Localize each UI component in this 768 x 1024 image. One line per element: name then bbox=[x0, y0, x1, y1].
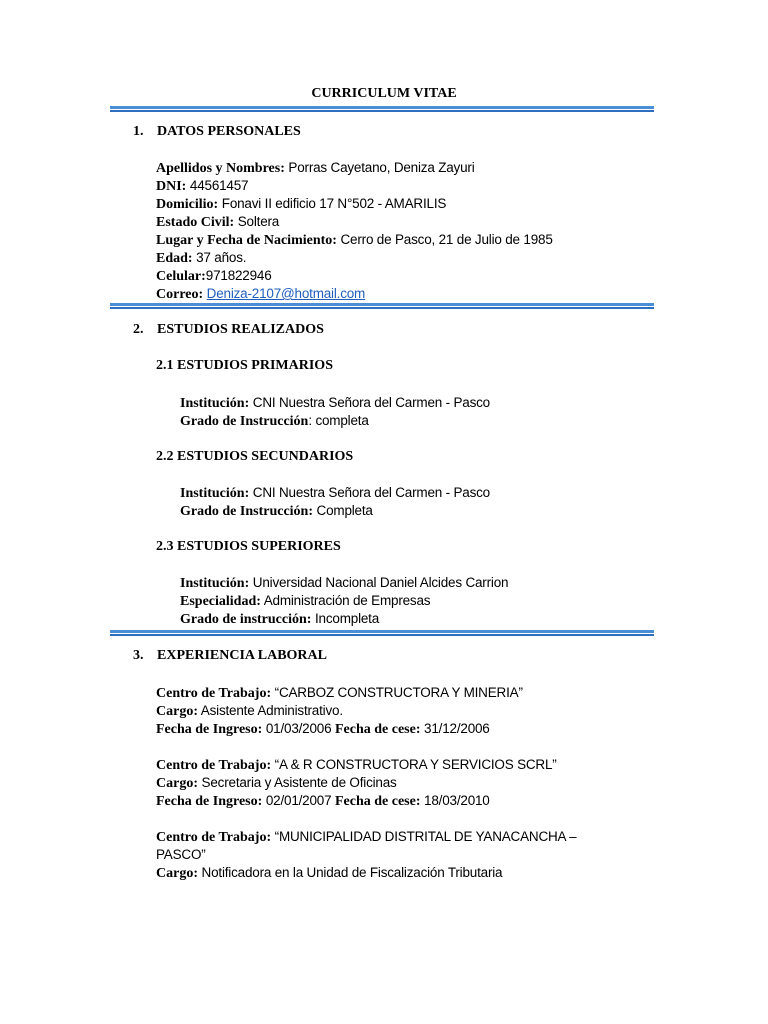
email-link[interactable]: Deniza-2107@hotmail.com bbox=[206, 286, 366, 301]
divider-rule bbox=[110, 630, 654, 637]
field-correo: Correo: Deniza-2107@hotmail.com bbox=[156, 286, 366, 302]
field-estado-civil: Estado Civil: Soltera bbox=[156, 214, 280, 230]
section-heading-experiencia-laboral: 3. EXPERIENCIA LABORAL bbox=[133, 648, 327, 663]
primarios-institucion: Institución: CNI Nuestra Señora del Carmen - Pasco bbox=[180, 395, 490, 411]
job-2-cargo: Cargo: Secretaria y Asistente de Oficinas bbox=[156, 775, 397, 791]
job-1-centro: Centro de Trabajo: “CARBOZ CONSTRUCTORA Y MINERIA” bbox=[156, 685, 523, 701]
field-apellidos: Apellidos y Nombres: Porras Cayetano, Deniza Zayuri bbox=[156, 160, 475, 176]
section-heading-estudios-realizados: 2. ESTUDIOS REALIZADOS bbox=[133, 322, 324, 337]
job-3-centro-cont: PASCO” bbox=[156, 847, 206, 862]
primarios-grado: Grado de Instrucción: completa bbox=[180, 413, 369, 429]
document-title: CURRICULUM VITAE bbox=[311, 86, 457, 101]
secundarios-institucion: Institución: CNI Nuestra Señora del Carmen - Pasco bbox=[180, 485, 490, 501]
secundarios-grado: Grado de Instrucción: Completa bbox=[180, 503, 373, 519]
field-domicilio: Domicilio: Fonavi II edificio 17 N°502 - AMARILIS bbox=[156, 196, 447, 212]
superiores-institucion: Institución: Universidad Nacional Daniel Alcides Carrion bbox=[180, 575, 509, 591]
superiores-especialidad: Especialidad: Administración de Empresas bbox=[180, 593, 431, 609]
field-celular: Celular:971822946 bbox=[156, 268, 272, 284]
divider-rule bbox=[110, 106, 654, 113]
field-lugar-fecha-nacimiento: Lugar y Fecha de Nacimiento: Cerro de Pasco, 21 de Julio de 1985 bbox=[156, 232, 553, 248]
job-3-centro: Centro de Trabajo: “MUNICIPALIDAD DISTRITAL DE YANACANCHA – bbox=[156, 829, 577, 845]
subheading-estudios-secundarios: 2.2 ESTUDIOS SECUNDARIOS bbox=[156, 449, 354, 464]
job-2-fechas: Fecha de Ingreso: 02/01/2007 Fecha de cese: 18/03/2010 bbox=[156, 793, 490, 809]
field-edad: Edad: 37 años. bbox=[156, 250, 247, 266]
superiores-grado: Grado de instrucción: Incompleta bbox=[180, 611, 380, 627]
section-heading-datos-personales: 1. DATOS PERSONALES bbox=[133, 124, 301, 139]
job-1-cargo: Cargo: Asistente Administrativo. bbox=[156, 703, 343, 719]
job-3-cargo: Cargo: Notificadora en la Unidad de Fiscalización Tributaria bbox=[156, 865, 503, 881]
subheading-estudios-superiores: 2.3 ESTUDIOS SUPERIORES bbox=[156, 539, 341, 554]
subheading-estudios-primarios: 2.1 ESTUDIOS PRIMARIOS bbox=[156, 358, 333, 373]
field-dni: DNI: 44561457 bbox=[156, 178, 249, 194]
job-1-fechas: Fecha de Ingreso: 01/03/2006 Fecha de cese: 31/12/2006 bbox=[156, 721, 490, 737]
divider-rule bbox=[110, 303, 654, 310]
job-2-centro: Centro de Trabajo: “A & R CONSTRUCTORA Y SERVICIOS SCRL” bbox=[156, 757, 557, 773]
